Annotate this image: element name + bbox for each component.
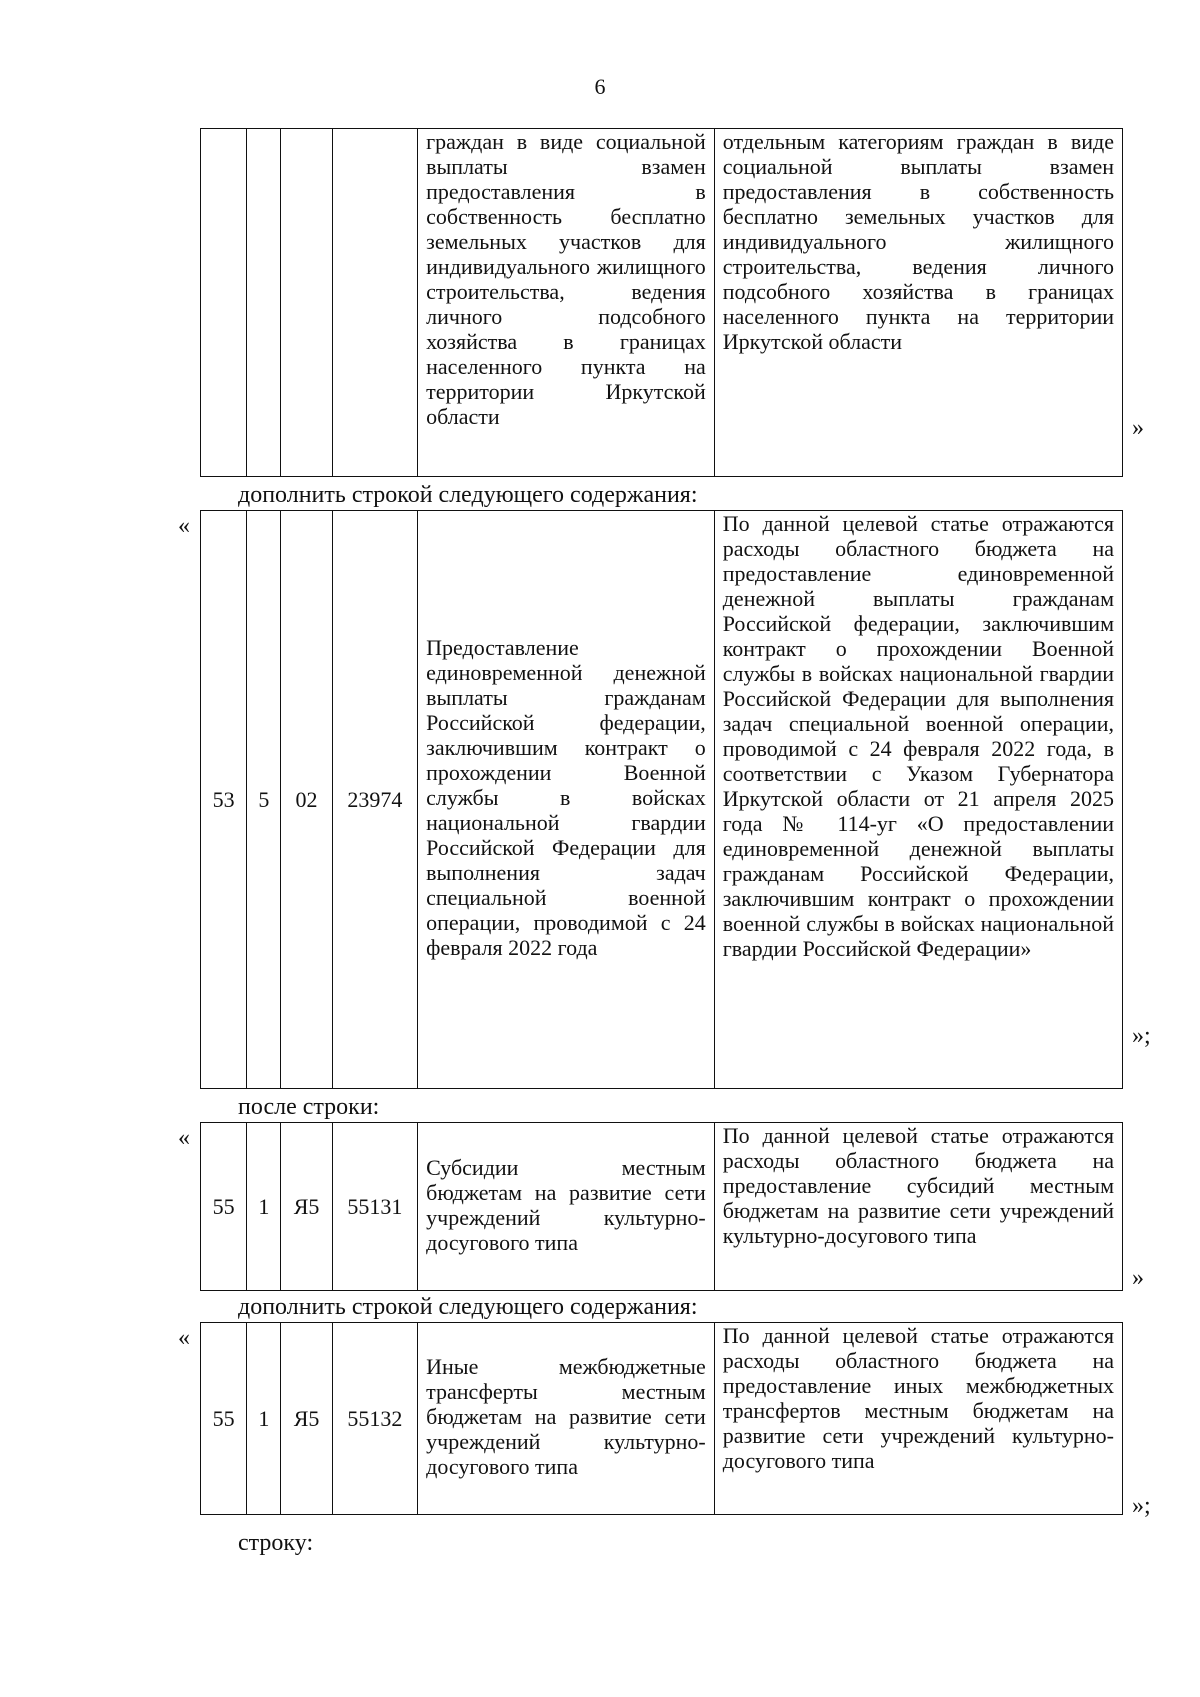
- cell-description: По данной целевой статье отражаются расходы областного бюджета на предоставление единовременной денежной выплаты гражданам Российской федерации, заключившим контракт о прохождении Военной службы в войсках национальной гвардии Российской Федерации для выполнения задач специальной военной операции, проводимой с 24 февраля 2022 года, в соответствии с Указом Губернатора Иркутской области от 21 апреля 2025 года № 114-уг «О предоставлении единовременной денежной выплаты гражданам Российской Федерации, заключившим контракт о прохождении военной службы в войсках национальной гвардии Российской Федерации»: [714, 511, 1122, 1089]
- cell-name: граждан в виде социальной выплаты взамен предоставления в собственность бесплатно земельных участков для индивидуального жилищного строительства, ведения личного подсобного хозяйства в границах населенного пункта на территории Иркутской области: [418, 129, 715, 477]
- table-row: [201, 1323, 1123, 1515]
- cell-subprogram: 5: [247, 511, 281, 1089]
- budget-table-row-55131: [200, 1122, 1123, 1291]
- cell-subprogram: 1: [247, 1323, 281, 1515]
- open-quote: «: [178, 1325, 190, 1351]
- cell-name: Субсидии местным бюджетам на развитие сети учреждений культурно-досугового типа: [418, 1123, 715, 1291]
- cell-program: 55: [201, 1323, 247, 1515]
- cell-description: По данной целевой статье отражаются расходы областного бюджета на предоставление иных межбюджетных трансфертов местным бюджетам на развитие сети учреждений культурно-досугового типа: [714, 1323, 1122, 1515]
- close-quote: »: [1132, 1265, 1144, 1291]
- cell-direction: Я5: [281, 1123, 332, 1291]
- cell-direction: [281, 129, 332, 477]
- table-row: [201, 511, 1123, 1089]
- cell-program: [201, 129, 247, 477]
- close-quote: »;: [1132, 1023, 1151, 1049]
- open-quote: «: [178, 1125, 190, 1151]
- instruction-after-row: после строки:: [238, 1094, 380, 1120]
- cell-direction: Я5: [281, 1323, 332, 1515]
- budget-table-row-23974: [200, 510, 1123, 1089]
- close-quote: »: [1132, 415, 1144, 441]
- cell-description: отдельным категориям граждан в виде социальной выплаты взамен предоставления в собственность бесплатно земельных участков для индивидуального жилищного строительства, ведения личного подсобного хозяйства в границах населенного пункта на территории Иркутской области: [714, 129, 1122, 477]
- cell-program: 55: [201, 1123, 247, 1291]
- budget-table-row-55132: [200, 1322, 1123, 1515]
- cell-code: 55131: [332, 1123, 417, 1291]
- instruction-row: строку:: [238, 1530, 314, 1556]
- table-row: [201, 129, 1123, 477]
- budget-table-continuation: [200, 128, 1123, 477]
- page-number: 6: [594, 74, 606, 99]
- close-quote: »;: [1132, 1493, 1151, 1519]
- table-row: [201, 1123, 1123, 1291]
- cell-name: Предоставление единовременной денежной выплаты гражданам Российской федерации, заключившим контракт о прохождении Военной службы в войсках национальной гвардии Российской Федерации для выполнения задач специальной военной операции, проводимой с 24 февраля 2022 года: [418, 511, 715, 1089]
- cell-description: По данной целевой статье отражаются расходы областного бюджета на предоставление субсидий местным бюджетам на развитие сети учреждений культурно-досугового типа: [714, 1123, 1122, 1291]
- cell-program: 53: [201, 511, 247, 1089]
- cell-code: [332, 129, 417, 477]
- cell-code: 55132: [332, 1323, 417, 1515]
- instruction-add-row: дополнить строкой следующего содержания:: [238, 1294, 698, 1320]
- cell-code: 23974: [332, 511, 417, 1089]
- cell-subprogram: 1: [247, 1123, 281, 1291]
- open-quote: «: [178, 513, 190, 539]
- cell-name: Иные межбюджетные трансферты местным бюджетам на развитие сети учреждений культурно-досугового типа: [418, 1323, 715, 1515]
- cell-direction: 02: [281, 511, 332, 1089]
- instruction-add-row: дополнить строкой следующего содержания:: [238, 482, 698, 508]
- cell-subprogram: [247, 129, 281, 477]
